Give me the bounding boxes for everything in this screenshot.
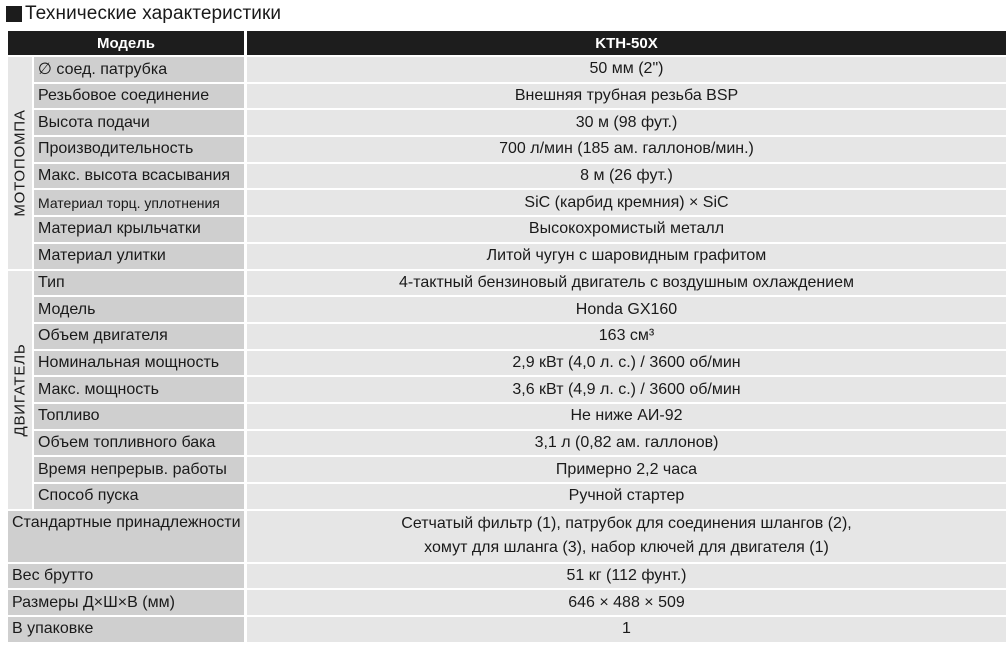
dimensions-row (8, 590, 1006, 615)
table-row (34, 297, 1006, 322)
pump-group-label-text: МОТОПОМПА (11, 109, 29, 217)
weight-row (8, 564, 1006, 589)
package-value: 1 (247, 617, 1006, 642)
row-value: 30 м (98 фут.) (247, 110, 1006, 135)
table-row (34, 57, 1006, 82)
accessories-value (247, 511, 1006, 562)
row-value: 3,1 л (0,82 ам. галлонов) (247, 431, 1006, 456)
row-value: 4-тактный бензиновый двигатель с воздушным охлаждением (247, 271, 1006, 296)
table-row (34, 190, 1006, 215)
weight-value: 51 кг (112 фунт.) (247, 564, 1006, 589)
table-row (34, 244, 1006, 269)
table-row (34, 84, 1006, 109)
row-label: Материал улитки (34, 244, 244, 269)
row-label: Номинальная мощность (34, 351, 244, 376)
row-label: Способ пуска (34, 484, 244, 509)
row-value: Внешняя трубная резьба BSP (247, 84, 1006, 109)
table-row (34, 404, 1006, 429)
accessories-line-1: Сетчатый фильтр (1), патрубок для соединения шлангов (2), (401, 515, 852, 533)
package-label: В упаковке (8, 617, 244, 642)
pump-group-label (8, 57, 32, 269)
table-row (34, 137, 1006, 162)
accessories-label: Стандартные принадлежности (8, 511, 244, 562)
table-row (34, 377, 1006, 402)
accessories-line-2: хомут для шланга (3), набор ключей для двигателя (1) (424, 539, 829, 557)
row-label: Резьбовое соединение (34, 84, 244, 109)
row-value: Honda GX160 (247, 297, 1006, 322)
table-header (8, 31, 1006, 55)
row-value: 50 мм (2") (247, 57, 1006, 82)
engine-group-label (8, 271, 32, 509)
table-row (34, 217, 1006, 242)
page-title: Технические характеристики (25, 3, 282, 24)
row-value: Примерно 2,2 часа (247, 457, 1006, 482)
table-row (34, 164, 1006, 189)
general-rows (8, 511, 1006, 642)
row-value: 2,9 кВт (4,0 л. с.) / 3600 об/мин (247, 351, 1006, 376)
engine-group (8, 271, 1006, 509)
title-bullet-square (6, 6, 22, 22)
row-label: Макс. высота всасывания (34, 164, 244, 189)
engine-rows (34, 271, 1006, 509)
row-label: Производительность (34, 137, 244, 162)
row-label: ∅ соед. патрубка (34, 57, 244, 82)
row-label: Объем топливного бака (34, 431, 244, 456)
pump-group (8, 57, 1006, 269)
table-row (34, 110, 1006, 135)
row-label: Тип (34, 271, 244, 296)
spec-table (8, 31, 1006, 644)
row-value: Ручной стартер (247, 484, 1006, 509)
table-row (34, 351, 1006, 376)
table-row (34, 457, 1006, 482)
engine-group-label-text: ДВИГАТЕЛЬ (11, 343, 29, 437)
header-model-label: Модель (8, 31, 244, 55)
row-value: Высокохромистый металл (247, 217, 1006, 242)
row-value: SiC (карбид кремния) × SiC (247, 190, 1006, 215)
row-label: Объем двигателя (34, 324, 244, 349)
row-value: Не ниже АИ-92 (247, 404, 1006, 429)
accessories-row (8, 511, 1006, 562)
header-model-value: KTH-50X (247, 31, 1006, 55)
row-label: Высота подачи (34, 110, 244, 135)
row-value: 8 м (26 фут.) (247, 164, 1006, 189)
row-label: Время непрерыв. работы (34, 457, 244, 482)
dimensions-value: 646 × 488 × 509 (247, 590, 1006, 615)
page-title-bar (6, 3, 281, 25)
package-row (8, 617, 1006, 642)
row-label: Модель (34, 297, 244, 322)
table-row (34, 324, 1006, 349)
table-row (34, 484, 1006, 509)
table-row (34, 431, 1006, 456)
row-label: Материал крыльчатки (34, 217, 244, 242)
row-value: 3,6 кВт (4,9 л. с.) / 3600 об/мин (247, 377, 1006, 402)
row-label: Топливо (34, 404, 244, 429)
row-value: 700 л/мин (185 ам. галлонов/мин.) (247, 137, 1006, 162)
pump-rows (34, 57, 1006, 269)
dimensions-label: Размеры Д×Ш×В (мм) (8, 590, 244, 615)
row-label: Материал торц. уплотнения (34, 190, 244, 215)
row-value: 163 см³ (247, 324, 1006, 349)
row-value: Литой чугун с шаровидным графитом (247, 244, 1006, 269)
row-label: Макс. мощность (34, 377, 244, 402)
table-row (34, 271, 1006, 296)
weight-label: Вес брутто (8, 564, 244, 589)
